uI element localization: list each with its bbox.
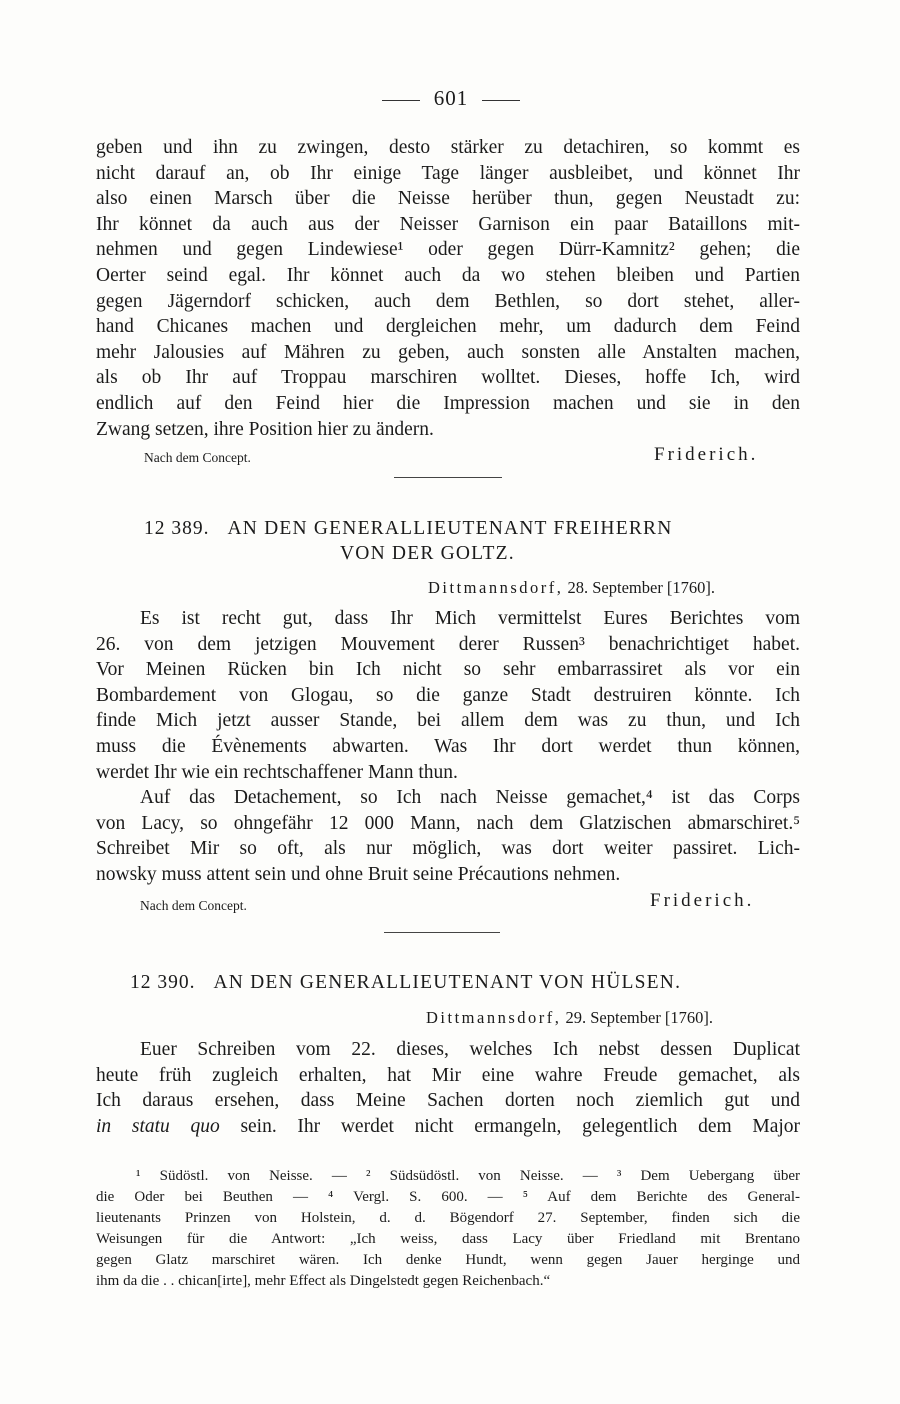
text-line: gegen Jägerndorf schicken, auch dem Bethlen, so dort stehet, aller- [96,290,800,312]
text-line: als ob Ihr auf Troppau marschiren wolltet. Dieses, hoffe Ich, wird [96,367,800,389]
latin-phrase: in statu quo [96,1115,220,1137]
letter-date: 29. September [1760]. [565,1008,714,1027]
text-line: geben und ihn zu zwingen, desto stärker zu detachiren, so kommt es [96,137,800,158]
page-number-dash-left [382,100,420,101]
text-line: heute früh zugleich erhalten, hat Mir eine wahre Freude gemachet, als [96,1064,800,1086]
letter-place: Dittmannsdorf, [426,1008,562,1027]
text-line: Oerter seind egal. Ihr könnet auch da wo stehen bleiben und Partien [96,264,800,286]
footnote-line: Weisungen für die Antwort: „Ich weiss, dass Lacy über Friedland mit Brentano [96,1231,800,1247]
text-line: nehmen und gegen Lindewiese¹ oder gegen Dürr-Kamnitz² gehen; die [96,239,800,261]
letter-recipient: AN DEN GENERALLIEUTENANT FREIHERRN [227,518,673,539]
section-divider [384,932,500,933]
text-line: mehr Jalousies auf Mähren zu geben, auch sonsten alle Anstalten machen, [96,341,800,363]
text-line: Schreibet Mir so oft, als nur möglich, was dort weiter passiret. Lich- [96,838,800,860]
text-line: hand Chicanes machen und dergleichen mehr, um dadurch dem Feind [96,316,800,338]
page-number-dash-right [482,100,520,101]
text-line: Bombardement von Glogau, so die ganze Stadt destruiren könnte. Ich [96,684,800,706]
text-line: finde Mich jetzt ausser Stande, bei allem dem was zu thun, und Ich [96,710,800,732]
text-line: nowsky muss attent sein und ohne Bruit seine Précautions nehmen. [96,863,621,885]
letter-number: 12 390. [130,972,196,993]
text-line: werdet Ihr wie ein rechtschaffener Mann thun. [96,761,458,783]
text-line: Euer Schreiben vom 22. dieses, welches Ich nebst dessen Duplicat [140,1039,800,1060]
text-line: von Lacy, so ohngefähr 12 000 Mann, nach dem Glatzischen abmarschiret.⁵ [96,812,800,834]
footnotes [96,1166,800,1292]
text-line: Auf das Detachement, so Ich nach Neisse gemachet,⁴ ist das Corps [140,787,800,809]
footnote-line: gegen Glatz marschiret wären. Ich denke Hundt, wenn gegen Jauer herginge und [96,1252,800,1268]
letter-3-body [96,1037,800,1139]
letter-date: 28. September [1760]. [567,578,716,597]
letter-place: Dittmannsdorf, [428,578,564,597]
letter-heading [130,972,681,994]
page-number: 601 [96,86,806,111]
source-note: Nach dem Concept. [140,898,247,913]
text-line: Vor Meinen Rücken bin Ich nicht so sehr embarrassiret als vor ein [96,659,800,681]
source-note: Nach dem Concept. [144,450,251,465]
text-line: endlich auf den Feind hier die Impression machen und sie in den [96,392,800,414]
letter-recipient: AN DEN GENERALLIEUTENANT VON HÜLSEN. [213,972,682,993]
text-line: Ihr könnet da auch aus der Neisser Garnison ein paar Bataillons mit- [96,213,800,235]
letter-number: 12 389. [144,518,210,539]
footnote-line: lieutenants Prinzen von Holstein, d. d. Bögendorf 27. September, finden sich die [96,1210,800,1226]
text-line: Zwang setzen, ihre Position hier zu ändern. [96,418,434,440]
text-line: also einen Marsch über die Neisse herüber thun, gegen Neustadt zu: [96,188,800,210]
letter-1-body [96,135,800,442]
text-line: Ich daraus ersehen, dass Meine Sachen dorten noch ziemlich gut und [96,1090,800,1112]
text-line: in statu quo sein. Ihr werdet nicht ermangeln, gelegentlich dem Major [96,1115,801,1137]
section-divider [394,477,502,478]
footnote-line: die Oder bei Beuthen — ⁴ Vergl. S. 600. — ⁵ Auf dem Berichte des General- [96,1189,800,1205]
text-line: Es ist recht gut, dass Ihr Mich vermittelst Eures Berichtes vom [140,608,800,629]
letter-2-body [96,606,800,888]
letter-heading [144,518,673,540]
text-line: 26. von dem jetzigen Mouvement derer Russen³ benachrichtiget habet. [96,633,800,655]
footnote-line: ¹ Südöstl. von Neisse. — ² Südsüdöstl. von Neisse. — ³ Dem Uebergang über [136,1168,800,1184]
text-line: muss die Évènements abwarten. Was Ihr dort werdet thun können, [96,735,800,757]
signature: Friderich. [650,890,755,911]
letter-place-date [428,578,715,598]
letter-recipient-continued: VON DER GOLTZ. [340,543,515,564]
text-line: nicht darauf an, ob Ihr einige Tage länger ausbleibet, und könnet Ihr [96,162,800,184]
footnote-line: ihm da die . . chican[irte], mehr Effect als Dingelstedt gegen Reichenbach.“ [96,1273,551,1289]
signature: Friderich. [654,444,759,465]
letter-place-date [426,1008,713,1028]
